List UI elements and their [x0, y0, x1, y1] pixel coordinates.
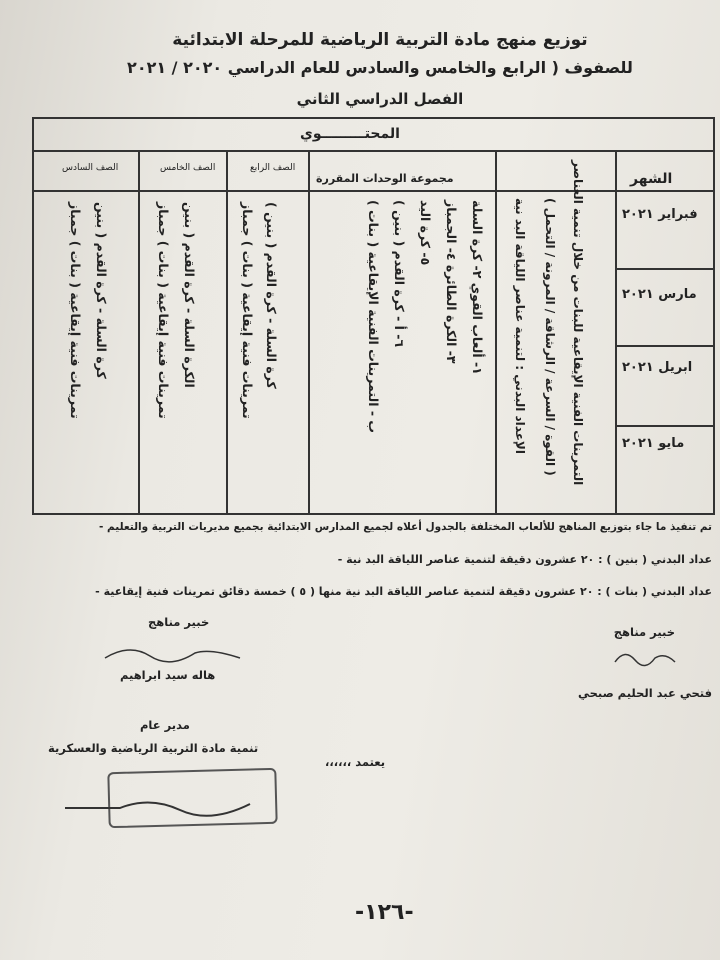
month-february: فبراير ٢٠٢١: [622, 207, 698, 222]
left-expert-title: خبير مناهج: [148, 615, 210, 629]
grade4-header: الصف الرابع: [250, 163, 296, 173]
director-title: مدير عام: [140, 718, 190, 732]
grade4-line-1: كرة السلة - كرة القدم ( بنين ): [264, 202, 279, 389]
content-header: المحتـــــــــوي: [300, 126, 400, 142]
unit-line-5: ب - التمرينات الفنية الإيقاعية ( بنات ): [366, 200, 381, 433]
grade6-header: الصف السادس: [62, 163, 119, 173]
month-march: مارس ٢٠٢١: [622, 287, 697, 302]
page-number: -١٢٦-: [355, 900, 414, 925]
divider: [615, 150, 617, 515]
grade6-line-2: تمرينات فنية إيقاعية ( بنات ) جمباز: [68, 202, 83, 419]
divider: [495, 150, 497, 515]
grade5-line-1: الكرة السلة - كرة القدم ( بنين: [182, 202, 197, 388]
divider: [615, 425, 715, 427]
grade4-line-2: تمرينات فنية إيقاعية ( بنات ) جمباز: [240, 202, 255, 419]
left-expert-name: هاله سيد ابراهيم: [120, 668, 216, 682]
semester-title: الفصل الدراسي الثاني: [296, 90, 464, 108]
grade6-line-1: كرة السلة - كرة القدم ( بنين: [94, 202, 109, 379]
divider: [615, 345, 715, 347]
doc-subtitle: للصفوف ( الرابع والخامس والسادس للعام الدراسي ٢٠٢٠ / ٢٠٢١: [127, 58, 633, 77]
note-line-2: عداد البدني ( بنين ) : ٢٠ عشرون دقيقة لتنمية عناصر اللياقة البد نية -: [337, 553, 712, 566]
units-header: مجموعة الوحدات المقررة: [316, 172, 454, 185]
fitness-line-3: الإعداد البدني : لتنمية عناصر اللياقة البد نية: [513, 198, 527, 454]
grade5-header: الصف الخامس: [160, 163, 216, 173]
right-signature-scribble: [610, 644, 680, 672]
note-line-1: تم تنفيذ ما جاء بتوزيع المناهج للألعاب المختلفة بالجدول أعلاه لجميع المدارس الابتدائية بجميع مديريات التربية والتعليم -: [99, 521, 712, 533]
divider: [615, 268, 715, 270]
director-org: تنمية مادة التربية الرياضية والعسكرية: [48, 741, 259, 755]
unit-line-4: ٦- أ - كرة القدم ( بنين ): [392, 200, 407, 348]
right-expert-name: فتحي عبد الحليم صبحي: [577, 686, 712, 700]
divider: [32, 150, 715, 152]
month-april: ابريل ٢٠٢١: [622, 360, 693, 375]
fitness-line-1: التمرينات الفنية الإيقاعية للبنات من خلال تنمية العناصر: [571, 160, 585, 486]
divider: [308, 150, 310, 515]
month-header: الشهر: [630, 171, 673, 187]
left-signature-scribble: [100, 638, 250, 668]
divider: [32, 190, 715, 192]
approval-text: يعتمد ،،،،،،: [325, 755, 386, 769]
director-signature-scribble: [60, 790, 260, 820]
right-expert-title: خبير مناهج: [613, 625, 675, 639]
month-may: مايو ٢٠٢١: [622, 436, 685, 451]
unit-line-1: ١- ألعاب القوي ٢- كرة السلة: [470, 200, 485, 375]
unit-line-3: ٥- كرة اليد: [418, 200, 433, 266]
unit-line-2: ٣- الكرة الطائرة ٤- الجمباز: [444, 200, 459, 364]
divider: [138, 150, 140, 515]
note-line-3: عداد البدني ( بنات ) : ٢٠ عشرون دقيقة لتنمية عناصر اللياقة البد نية منها ( ٥ ) خمسة دقائق تمرينات فنية إيقاعية -: [95, 585, 712, 598]
doc-title: توزيع منهج مادة التربية الرياضية للمرحلة الابتدائية: [172, 30, 588, 50]
fitness-line-2: ( القوة / السرعة / الرشاقة / المرونة / التحمل ): [543, 198, 557, 476]
grade5-line-2: تمرينات فنية إيقاعية ( بنات ) جمباز: [156, 202, 171, 419]
divider: [226, 150, 228, 515]
